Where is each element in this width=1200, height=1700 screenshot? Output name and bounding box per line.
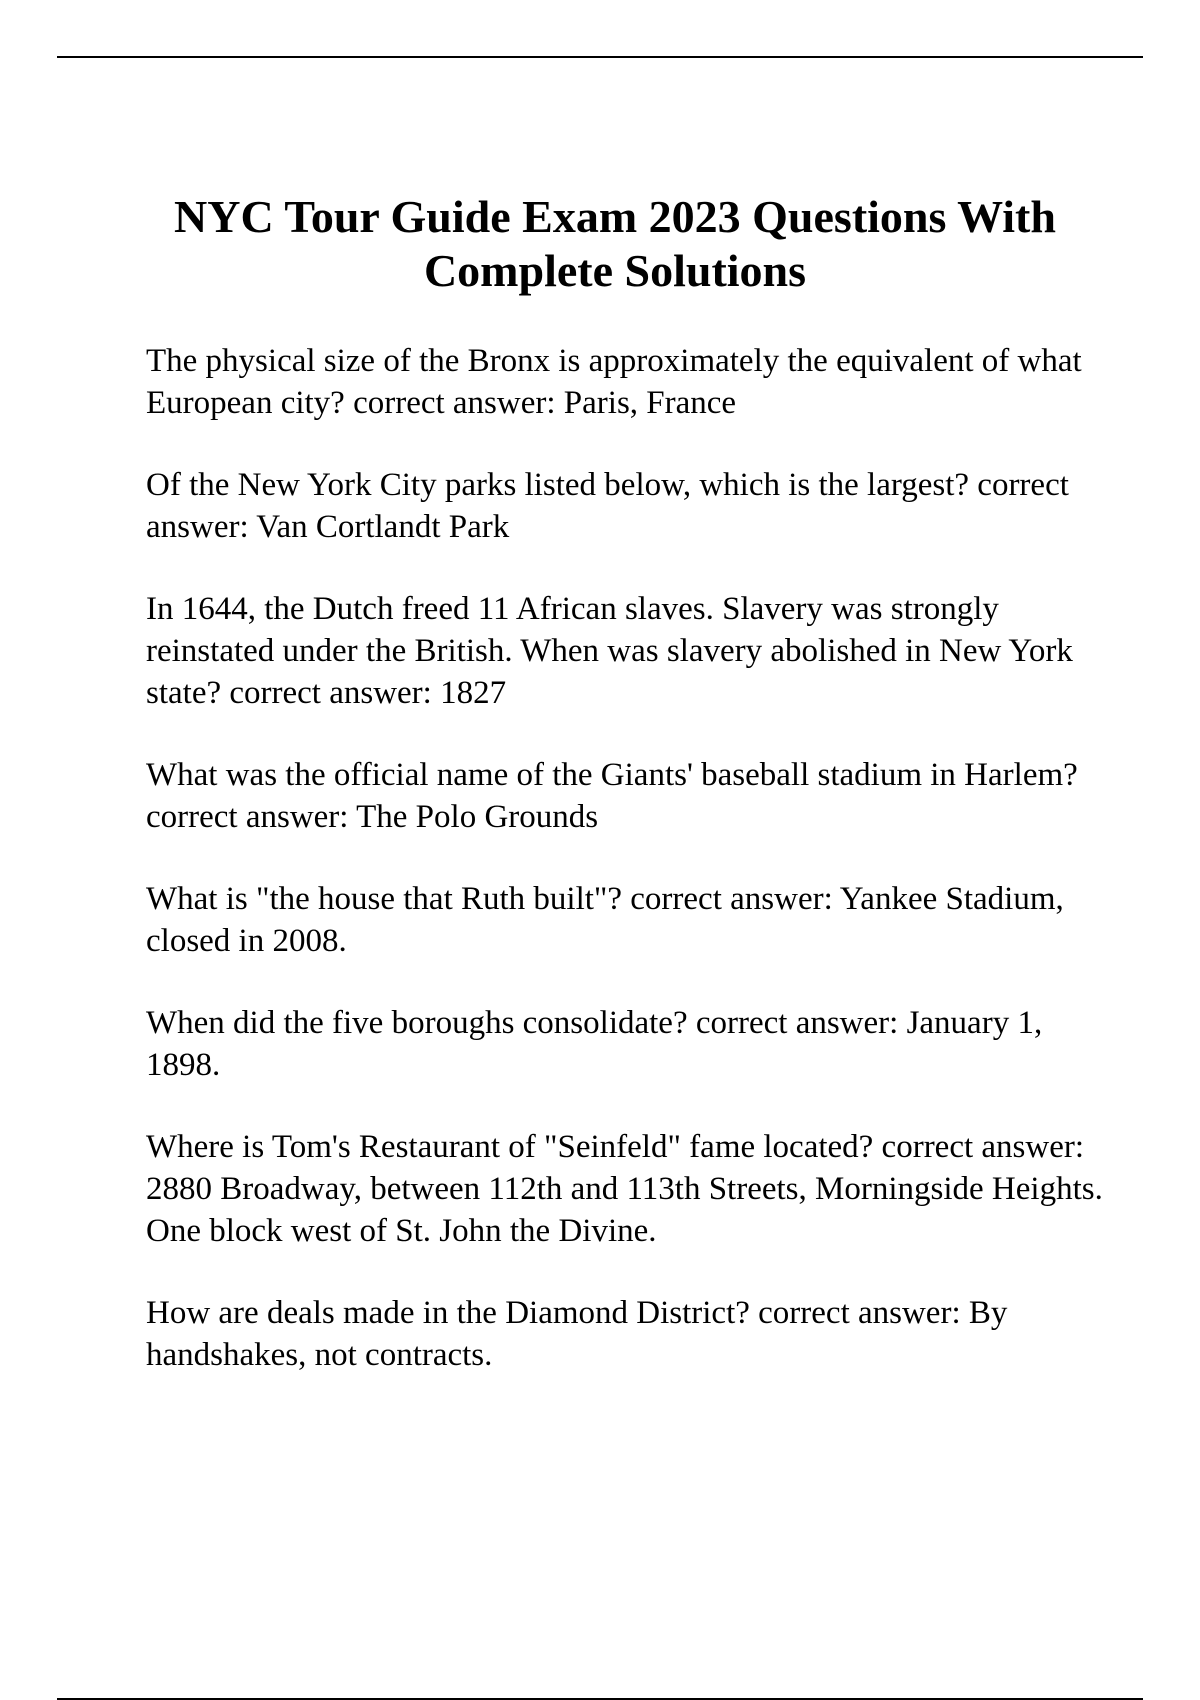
document-title: NYC Tour Guide Exam 2023 Questions With Complete Solutions: [174, 191, 1056, 296]
top-rule: [57, 56, 1143, 58]
qa-item: In 1644, the Dutch freed 11 African slaves. Slavery was strongly reinstated under the British. When was slavery abolished in New York state? correct answer: 1827: [146, 591, 1073, 711]
qa-item: Of the New York City parks listed below, which is the largest? correct answer: Van Cortlandt Park: [146, 467, 1069, 545]
qa-item: How are deals made in the Diamond District? correct answer: By handshakes, not contracts.: [146, 1295, 1008, 1373]
qa-item: The physical size of the Bronx is approximately the equivalent of what European city? correct answer: Paris, France: [146, 343, 1082, 421]
qa-item: What is "the house that Ruth built"? correct answer: Yankee Stadium, closed in 2008.: [146, 881, 1064, 959]
qa-item: What was the official name of the Giants' baseball stadium in Harlem? correct answer: The Polo Grounds: [146, 757, 1078, 835]
qa-item: When did the five boroughs consolidate? correct answer: January 1, 1898.: [146, 1005, 1043, 1083]
qa-item: Where is Tom's Restaurant of "Seinfeld" fame located? correct answer: 2880 Broadway, between 112th and 113th Streets, Morningside Heights. One block west of St. John the Divine.: [146, 1129, 1103, 1249]
qa-list: [146, 340, 1111, 1416]
